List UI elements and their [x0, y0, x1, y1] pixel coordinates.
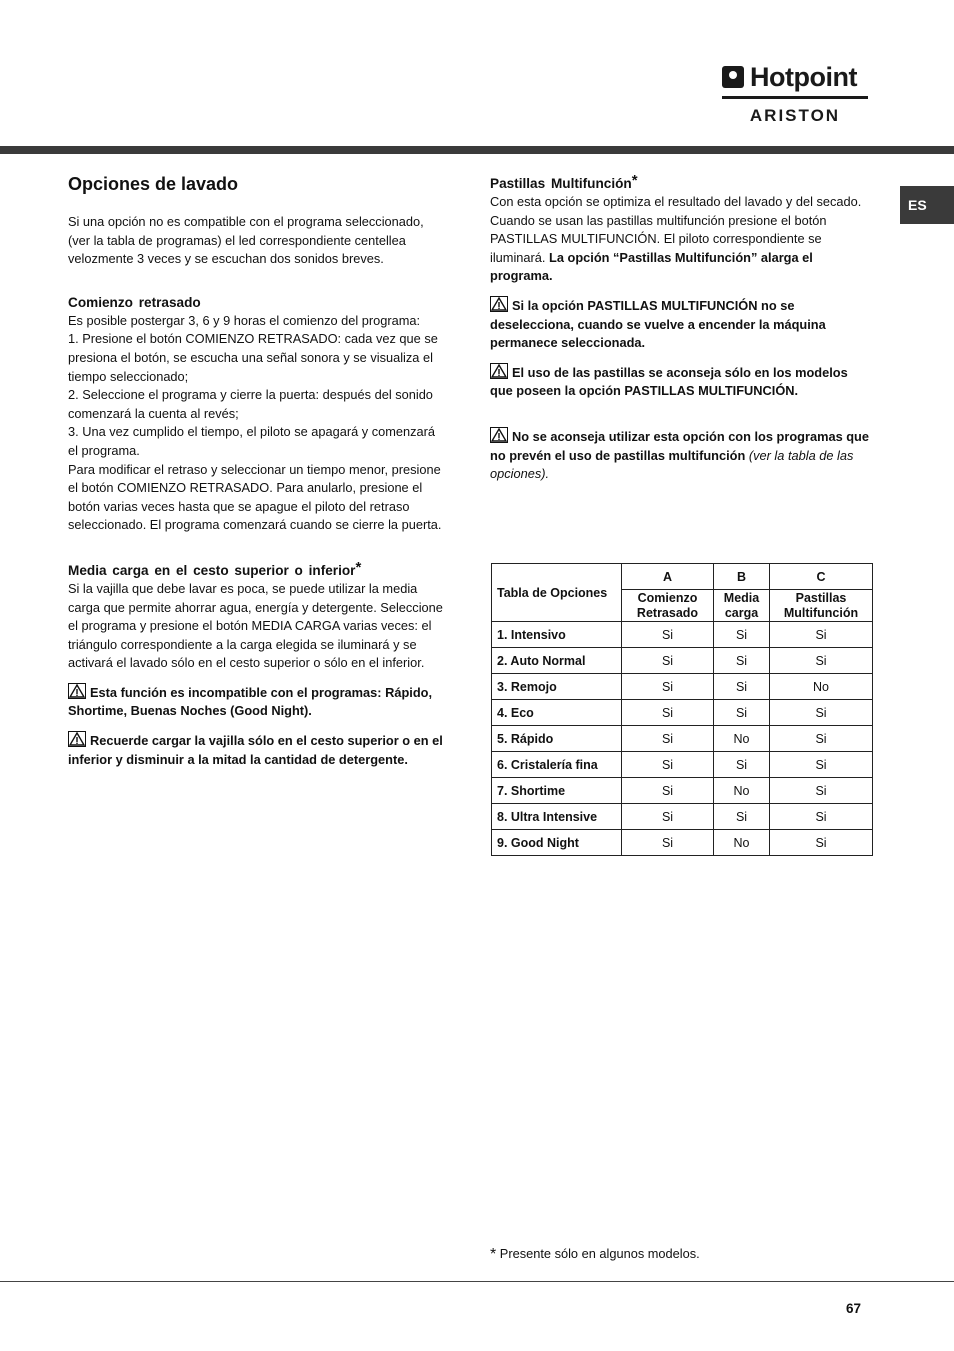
footer-divider	[0, 1281, 954, 1282]
option-value: Si	[622, 622, 714, 648]
option-value: Si	[770, 622, 873, 648]
delay-text-3: 2. Seleccione el programa y cierre la puerta: después del sonido comenzará la cuenta al revés;	[68, 387, 433, 421]
program-name: 2. Auto Normal	[492, 648, 622, 674]
option-value: Si	[622, 752, 714, 778]
table-row	[492, 726, 873, 752]
program-name: 5. Rápido	[492, 726, 622, 752]
warning-icon	[68, 731, 86, 747]
option-value: Si	[622, 778, 714, 804]
warning-icon	[490, 427, 508, 443]
warning-incompatible: Esta función es incompatible con el programas: Rápido, Shortime, Buenas Noches (Good Night).	[68, 684, 433, 719]
option-value: Si	[714, 674, 770, 700]
tablets-heading: Pastillas Multifunción*	[490, 172, 638, 191]
delay-text-2: 1. Presione el botón COMIENZO RETRASADO: cada vez que se presiona el botón, se escucha una señal sonora y se visualiza el tiempo seleccionado;	[68, 331, 438, 384]
table-row	[492, 674, 873, 700]
col-name-a: Comienzo Retrasado	[622, 590, 714, 622]
delay-text-4: 3. Una vez cumplido el tiempo, el piloto se apagará y comenzará el programa.	[68, 424, 436, 458]
warning-tablets-deselect: Si la opción PASTILLAS MULTIFUNCIÓN no se deselecciona, cuando se vuelve a encender la máquina permanece seleccionada.	[490, 297, 826, 351]
halfload-heading: Media carga en el cesto superior o inferior*	[68, 558, 362, 578]
option-value: No	[770, 674, 873, 700]
left-column	[68, 174, 448, 769]
brand-name: Hotpoint	[750, 62, 857, 92]
logo-divider	[722, 96, 868, 99]
option-value: No	[714, 726, 770, 752]
program-name: 6. Cristalería fina	[492, 752, 622, 778]
option-value: No	[714, 830, 770, 856]
tablets-text-2: Cuando se usan las pastillas multifunción presione el botón PASTILLAS MULTIFUNCIÓN. El piloto correspondiente se iluminará. La opción “Pastillas Multifunción” alarga el programa.	[490, 212, 827, 284]
option-value: Si	[770, 804, 873, 830]
tablets-text-1: Con esta opción se optimiza el resultado del lavado y del secado.	[490, 194, 862, 209]
col-name-b: Media carga	[714, 590, 770, 622]
language-tab: ES	[900, 186, 954, 224]
option-value: Si	[622, 674, 714, 700]
option-value: Si	[714, 648, 770, 674]
footnote-marker: *	[355, 558, 362, 576]
table-row	[492, 830, 873, 856]
option-value: Si	[770, 726, 873, 752]
col-name-c: Pastillas Multifunción	[770, 590, 873, 622]
header-bar	[0, 146, 954, 154]
table-row	[492, 622, 873, 648]
warning-tablets-models: El uso de las pastillas se aconseja sólo en los modelos que poseen la opción PASTILLAS MULTIFUNCIÓN.	[490, 364, 848, 399]
option-value: Si	[622, 648, 714, 674]
intro-text: Si una opción no es compatible con el programa seleccionado, (ver la tabla de programas) el led correspondiente centellea velozmente 3 veces y se escuchan dos sonidos breves.	[68, 214, 424, 267]
option-value: Si	[714, 700, 770, 726]
option-value: Si	[622, 726, 714, 752]
table-row	[492, 752, 873, 778]
warning-icon	[68, 683, 86, 699]
warning-icon	[490, 296, 508, 312]
footnote: * Presente sólo en algunos modelos.	[490, 1246, 700, 1263]
program-name: 1. Intensivo	[492, 622, 622, 648]
brand-mark-icon	[722, 66, 744, 88]
right-column	[490, 172, 872, 484]
program-name: 9. Good Night	[492, 830, 622, 856]
delay-text-1: Es posible postergar 3, 6 y 9 horas el comienzo del programa:	[68, 312, 421, 328]
footnote-star: *	[490, 1246, 497, 1263]
option-value: Si	[770, 648, 873, 674]
table-row	[492, 648, 873, 674]
delay-text-5: Para modificar el retraso y seleccionar un tiempo menor, presione el botón COMIENZO RETRASADO. Para anularlo, presione el botón varias veces hasta que se apague el piloto del retraso seleccionado. El programa comenzará cuando se cierre la puerta.	[68, 461, 442, 533]
option-value: Si	[770, 778, 873, 804]
table-corner-label: Tabla de Opciones	[492, 564, 622, 622]
option-value: Si	[770, 700, 873, 726]
program-name: 3. Remojo	[492, 674, 622, 700]
option-value: Si	[714, 622, 770, 648]
warning-tablets-programs: No se aconseja utilizar esta opción con los programas que no prevén el uso de pastillas multifunción (ver la tabla de las opciones).	[490, 428, 869, 482]
option-value: Si	[770, 830, 873, 856]
col-letter-b: B	[714, 564, 770, 590]
delay-heading: Comienzo retrasado	[68, 294, 201, 310]
option-value: Si	[714, 804, 770, 830]
option-value: Si	[714, 752, 770, 778]
option-value: Si	[770, 752, 873, 778]
halfload-text: Si la vajilla que debe lavar es poca, se puede utilizar la media carga que permite ahorrar agua, energía y detergente. Seleccione el programa y presione el botón MEDIA CARGA varias veces: el triángulo correspondiente a la carga elegida se iluminará y se activará el lavado sólo en el cesto superior o sólo en el inferior.	[68, 580, 443, 671]
option-value: Si	[622, 804, 714, 830]
program-name: 4. Eco	[492, 700, 622, 726]
program-name: 8. Ultra Intensive	[492, 804, 622, 830]
table-row	[492, 778, 873, 804]
col-letter-a: A	[622, 564, 714, 590]
table-row	[492, 700, 873, 726]
footnote-marker: *	[631, 172, 638, 189]
table-row	[492, 804, 873, 830]
program-name: 7. Shortime	[492, 778, 622, 804]
hotpoint-ariston-logo	[722, 62, 868, 126]
options-table	[491, 563, 873, 856]
page-number: 67	[846, 1301, 862, 1316]
option-value: Si	[622, 830, 714, 856]
option-value: Si	[622, 700, 714, 726]
warning-icon	[490, 363, 508, 379]
section-title: Opciones de lavado	[68, 174, 239, 194]
brand-sub: ARISTON	[749, 106, 841, 125]
option-value: No	[714, 778, 770, 804]
col-letter-c: C	[770, 564, 873, 590]
warning-load: Recuerde cargar la vajilla sólo en el cesto superior o en el inferior y disminuir a la mitad la cantidad de detergente.	[68, 733, 443, 767]
